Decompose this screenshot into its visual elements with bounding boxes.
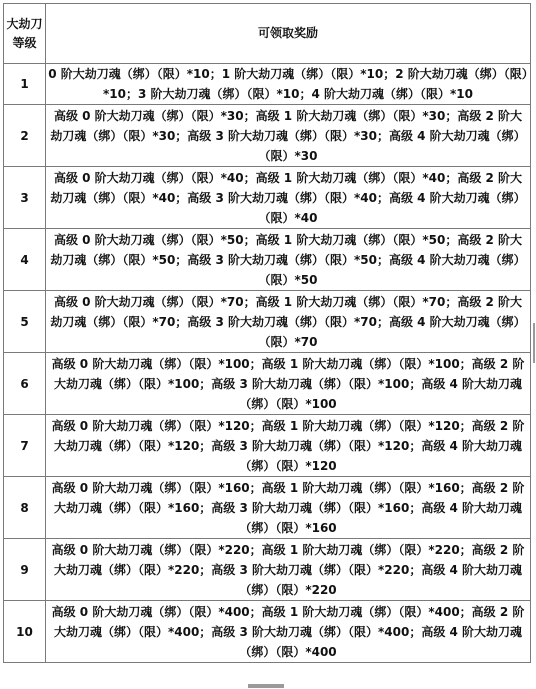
table-row xyxy=(4,291,531,353)
table-row xyxy=(4,353,531,415)
table-row xyxy=(4,601,531,663)
level-cell: 10 xyxy=(4,601,46,663)
table-row xyxy=(4,64,531,105)
scrollbar-thumb-vertical[interactable] xyxy=(533,323,535,363)
level-cell: 6 xyxy=(4,353,46,415)
table-row xyxy=(4,229,531,291)
reward-cell: 高级 0 阶大劫刀魂（绑）（限）*160；高级 1 阶大劫刀魂（绑）（限）*160；高级 2 阶大劫刀魂（绑）（限）*160；高级 3 阶大劫刀魂（绑）（限）*160；高级 4 阶大劫刀魂（绑）（限）*160 xyxy=(46,477,531,539)
level-cell: 2 xyxy=(4,105,46,167)
header-reward: 可领取奖励 xyxy=(46,4,531,64)
level-cell: 1 xyxy=(4,64,46,105)
reward-cell: 高级 0 阶大劫刀魂（绑）（限）*400；高级 1 阶大劫刀魂（绑）（限）*400；高级 2 阶大劫刀魂（绑）（限）*400；高级 3 阶大劫刀魂（绑）（限）*400；高级 4 阶大劫刀魂（绑）（限）*400 xyxy=(46,601,531,663)
level-cell: 4 xyxy=(4,229,46,291)
scrollbar-thumb-horizontal[interactable] xyxy=(248,684,284,688)
table-row xyxy=(4,415,531,477)
reward-cell: 0 阶大劫刀魂（绑）（限）*10；1 阶大劫刀魂（绑）（限）*10；2 阶大劫刀魂（绑）（限）*10；3 阶大劫刀魂（绑）（限）*10；4 阶大劫刀魂（绑）（限）*10 xyxy=(46,64,531,105)
reward-cell: 高级 0 阶大劫刀魂（绑）（限）*100；高级 1 阶大劫刀魂（绑）（限）*100；高级 2 阶大劫刀魂（绑）（限）*100；高级 3 阶大劫刀魂（绑）（限）*100；高级 4 阶大劫刀魂（绑）（限）*100 xyxy=(46,353,531,415)
level-cell: 8 xyxy=(4,477,46,539)
level-cell: 7 xyxy=(4,415,46,477)
reward-cell: 高级 0 阶大劫刀魂（绑）（限）*120；高级 1 阶大劫刀魂（绑）（限）*120；高级 2 阶大劫刀魂（绑）（限）*120；高级 3 阶大劫刀魂（绑）（限）*120；高级 4 阶大劫刀魂（绑）（限）*120 xyxy=(46,415,531,477)
reward-cell: 高级 0 阶大劫刀魂（绑）（限）*70；高级 1 阶大劫刀魂（绑）（限）*70；高级 2 阶大劫刀魂（绑）（限）*70；高级 3 阶大劫刀魂（绑）（限）*70；高级 4 阶大劫刀魂（绑）（限）*70 xyxy=(46,291,531,353)
reward-cell: 高级 0 阶大劫刀魂（绑）（限）*30；高级 1 阶大劫刀魂（绑）（限）*30；高级 2 阶大劫刀魂（绑）（限）*30；高级 3 阶大劫刀魂（绑）（限）*30；高级 4 阶大劫刀魂（绑）（限）*30 xyxy=(46,105,531,167)
level-cell: 5 xyxy=(4,291,46,353)
table-header-row xyxy=(4,4,531,64)
table-row xyxy=(4,539,531,601)
table-row xyxy=(4,167,531,229)
reward-cell: 高级 0 阶大劫刀魂（绑）（限）*220；高级 1 阶大劫刀魂（绑）（限）*220；高级 2 阶大劫刀魂（绑）（限）*220；高级 3 阶大劫刀魂（绑）（限）*220；高级 4 阶大劫刀魂（绑）（限）*220 xyxy=(46,539,531,601)
level-cell: 9 xyxy=(4,539,46,601)
level-cell: 3 xyxy=(4,167,46,229)
reward-cell: 高级 0 阶大劫刀魂（绑）（限）*40；高级 1 阶大劫刀魂（绑）（限）*40；高级 2 阶大劫刀魂（绑）（限）*40；高级 3 阶大劫刀魂（绑）（限）*40；高级 4 阶大劫刀魂（绑）（限）*40 xyxy=(46,167,531,229)
reward-cell: 高级 0 阶大劫刀魂（绑）（限）*50；高级 1 阶大劫刀魂（绑）（限）*50；高级 2 阶大劫刀魂（绑）（限）*50；高级 3 阶大劫刀魂（绑）（限）*50；高级 4 阶大劫刀魂（绑）（限）*50 xyxy=(46,229,531,291)
table-row xyxy=(4,477,531,539)
header-level: 大劫刀等级 xyxy=(4,4,46,64)
reward-table xyxy=(3,3,531,663)
table-row xyxy=(4,105,531,167)
